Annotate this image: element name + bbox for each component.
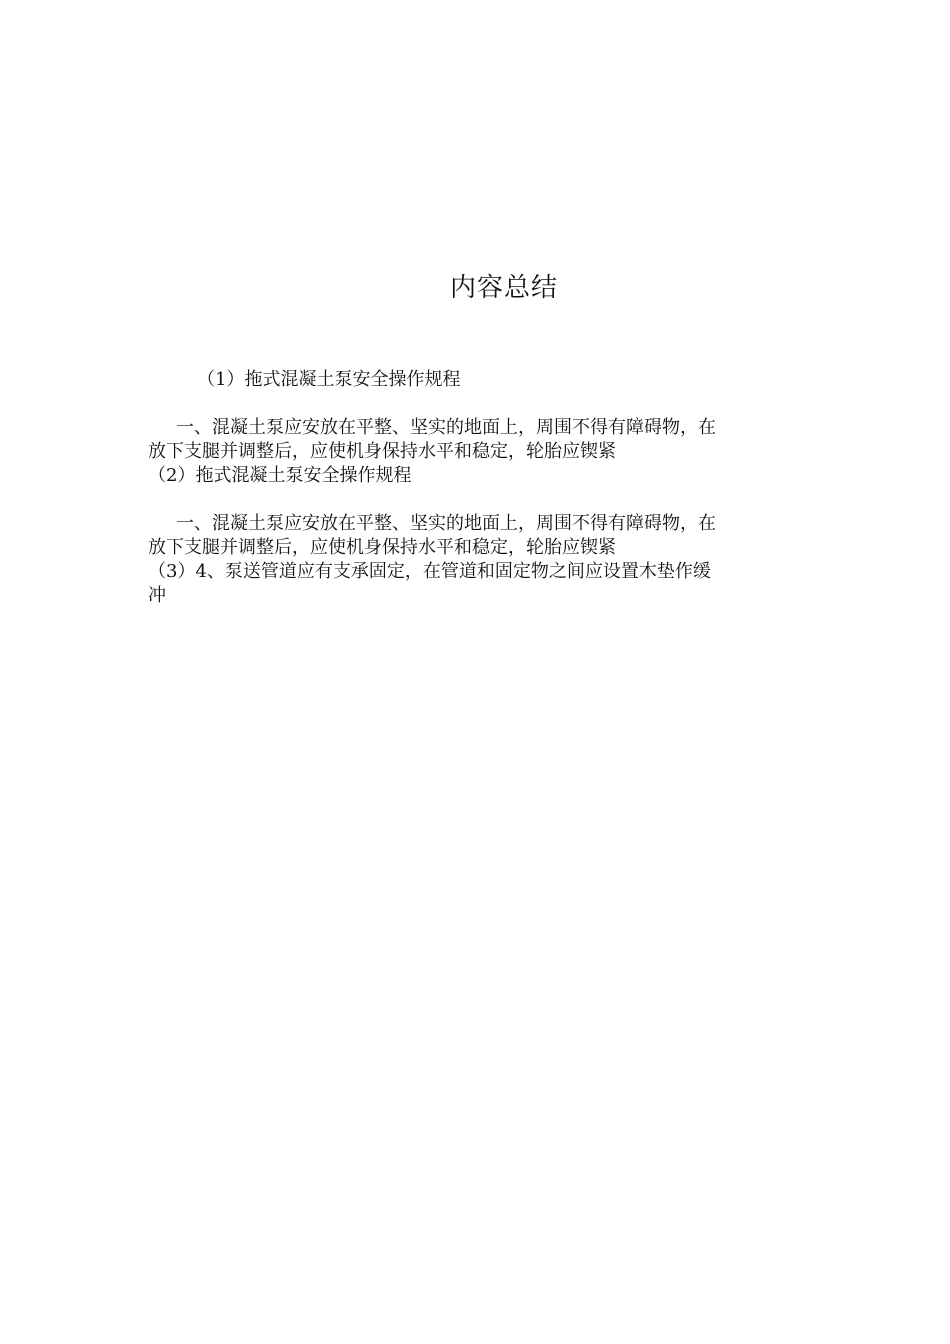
document-body [148, 368, 808, 608]
page-title: 内容总结 [449, 273, 558, 303]
section-2-paragraph-line-2: 放下支腿并调整后，应使机身保持水平和稳定，轮胎应锲紧 [148, 537, 616, 558]
blank-line [148, 392, 808, 416]
blank-line [148, 488, 808, 512]
section-1-paragraph-line-2: 放下支腿并调整后，应使机身保持水平和稳定，轮胎应锲紧 [148, 441, 616, 462]
section-heading-3: （3）4、泵送管道应有支承固定，在管道和固定物之间应设置木垫作缓 [148, 561, 711, 582]
section-1-paragraph-line-1: 一、混凝土泵应安放在平整、坚实的地面上，周围不得有障碍物，在 [176, 417, 716, 438]
section-3-continuation: 冲 [148, 585, 166, 606]
section-heading-2: （2）拖式混凝土泵安全操作规程 [148, 465, 412, 486]
section-2-paragraph-line-1: 一、混凝土泵应安放在平整、坚实的地面上，周围不得有障碍物，在 [176, 513, 716, 534]
section-heading-1: （1）拖式混凝土泵安全操作规程 [197, 369, 461, 390]
